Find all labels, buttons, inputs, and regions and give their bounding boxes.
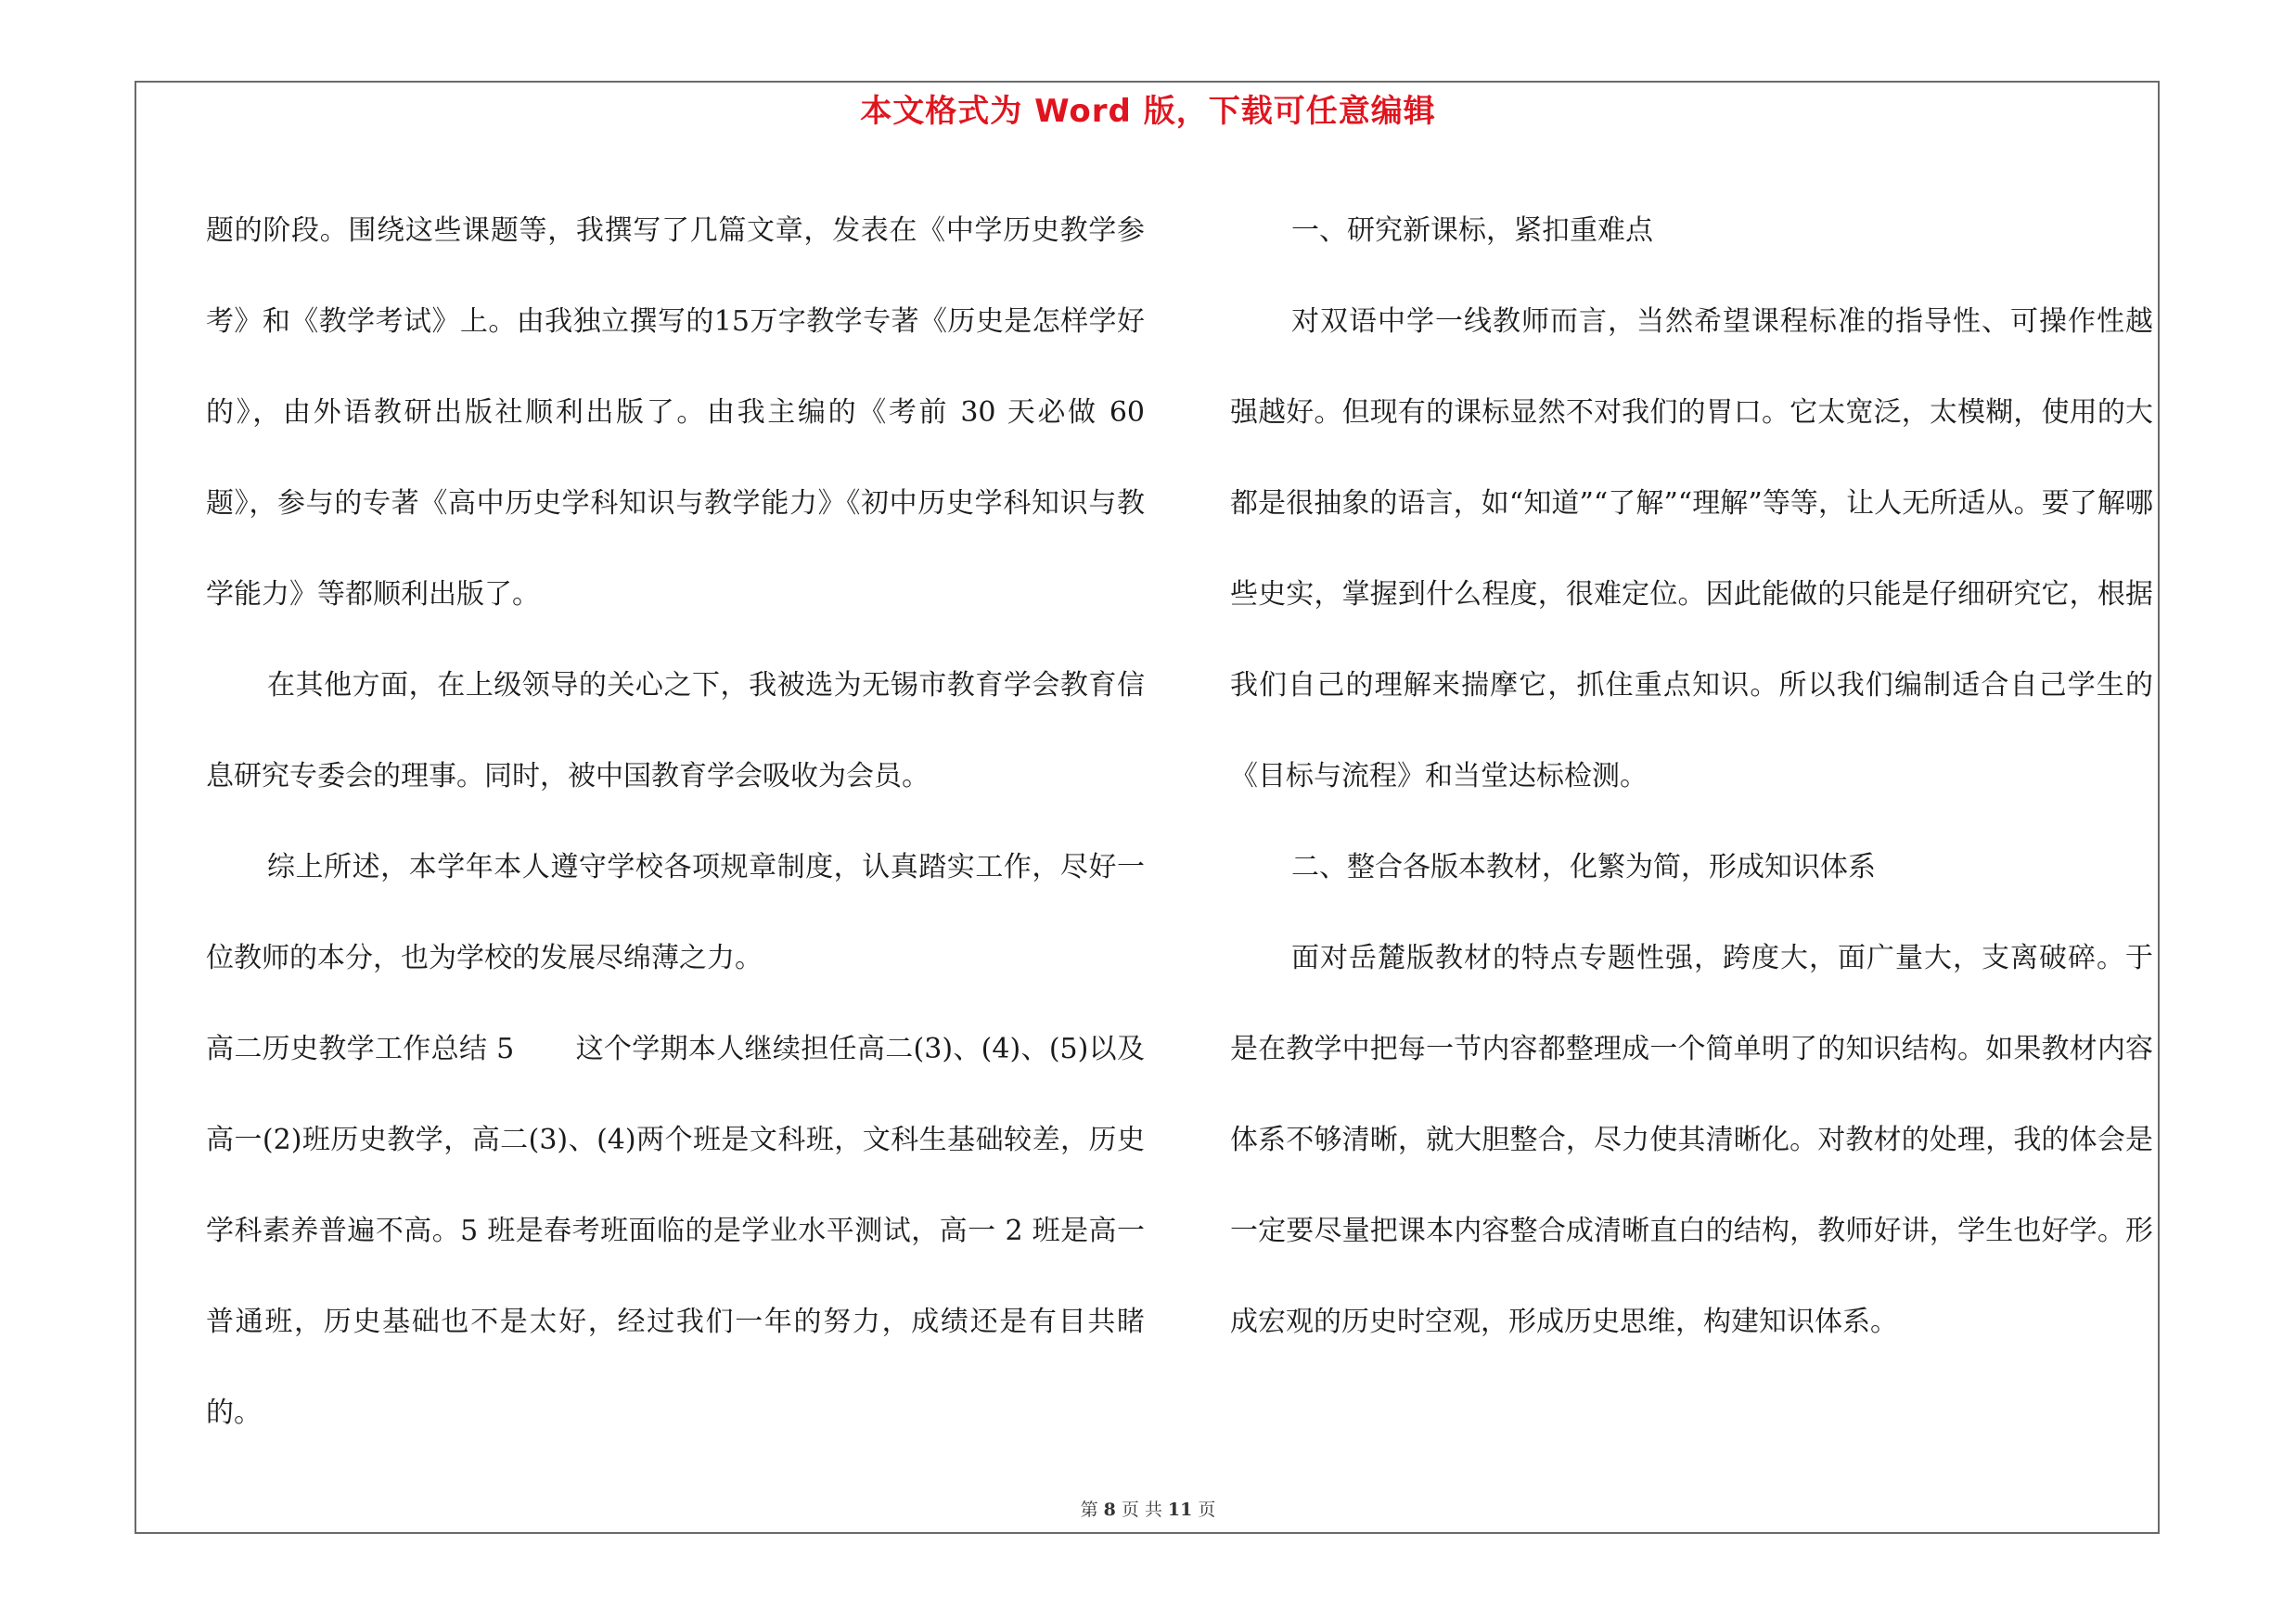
left-paragraph-3: 综上所述，本学年本人遵守学校各项规章制度，认真踏实工作，尽好一位教师的本分，也为学校的发展尽绵薄之力。 xyxy=(206,851,1145,974)
left-paragraph-4 xyxy=(206,1004,1145,1459)
footer-page-number: 8 xyxy=(1103,1500,1116,1520)
left-column xyxy=(206,186,1145,1459)
right-paragraph-1: 对双语中学一线教师而言，当然希望课程标准的指导性、可操作性越强越好。但现有的课标显然不对我们的胃口。它太宽泛，太模糊，使用的大都是很抽象的语言，如“知道”“了解”“理解”等等，让人无所适从。要了解哪些史实，掌握到什么程度，很难定位。因此能做的只能是仔细研究它，根据我们自己的理解来揣摩它，抓住重点知识。所以我们编制适合自己学生的《目标与流程》和当堂达标检测。 xyxy=(1230,305,2153,792)
footer-middle: 页 共 xyxy=(1121,1500,1162,1520)
left-paragraph-1: 题的阶段。围绕这些课题等，我撰写了几篇文章，发表在《中学历史教学参考》和《教学考试》上。由我独立撰写的15万字教学专著《历史是怎样学好的》，由外语教研出版社顺利出版了。由我主编的《考前 30 天必做 60 题》，参与的专著《高中历史学科知识与教学能力》《初中历史学科知识与教学能力》等都顺利出版了。 xyxy=(206,214,1145,611)
right-heading-2: 二、整合各版本教材，化繁为简，形成知识体系 xyxy=(1291,851,1876,883)
footer-total-pages: 11 xyxy=(1167,1500,1193,1520)
page-footer xyxy=(0,1496,2296,1521)
right-paragraph-2: 面对岳麓版教材的特点专题性强，跨度大，面广量大，支离破碎。于是在教学中把每一节内容都整理成一个简单明了的知识结构。如果教材内容体系不够清晰，就大胆整合，尽力使其清晰化。对教材的处理，我的体会是一定要尽量把课本内容整合成清晰直白的结构，教师好讲，学生也好学。形成宏观的历史时空观，形成历史思维，构建知识体系。 xyxy=(1230,942,2153,1338)
format-banner: 本文格式为 Word 版，下载可任意编辑 xyxy=(860,93,1436,130)
right-heading-1: 一、研究新课标，紧扣重难点 xyxy=(1291,214,1653,247)
footer-suffix: 页 xyxy=(1198,1500,1216,1520)
section-heading-summary-5: 高二历史教学工作总结 5 xyxy=(206,1033,515,1065)
footer-prefix: 第 xyxy=(1080,1500,1098,1520)
right-column xyxy=(1230,186,2153,1368)
summary-5-body: 这个学期本人继续担任高二(3)、(4)、(5)以及高一(2)班历史教学，高二(3)、(4)两个班是文科班，文科生基础较差，历史学科素养普遍不高。5 班是春考班面临的是学业水平测试，高一 2 班是高一普通班，历史基础也不是太好，经过我们一年的努力，成绩还是有目共睹的。 xyxy=(206,1033,1145,1429)
left-paragraph-2: 在其他方面，在上级领导的关心之下，我被选为无锡市教育学会教育信息研究专委会的理事。同时，被中国教育学会吸收为会员。 xyxy=(206,669,1145,792)
